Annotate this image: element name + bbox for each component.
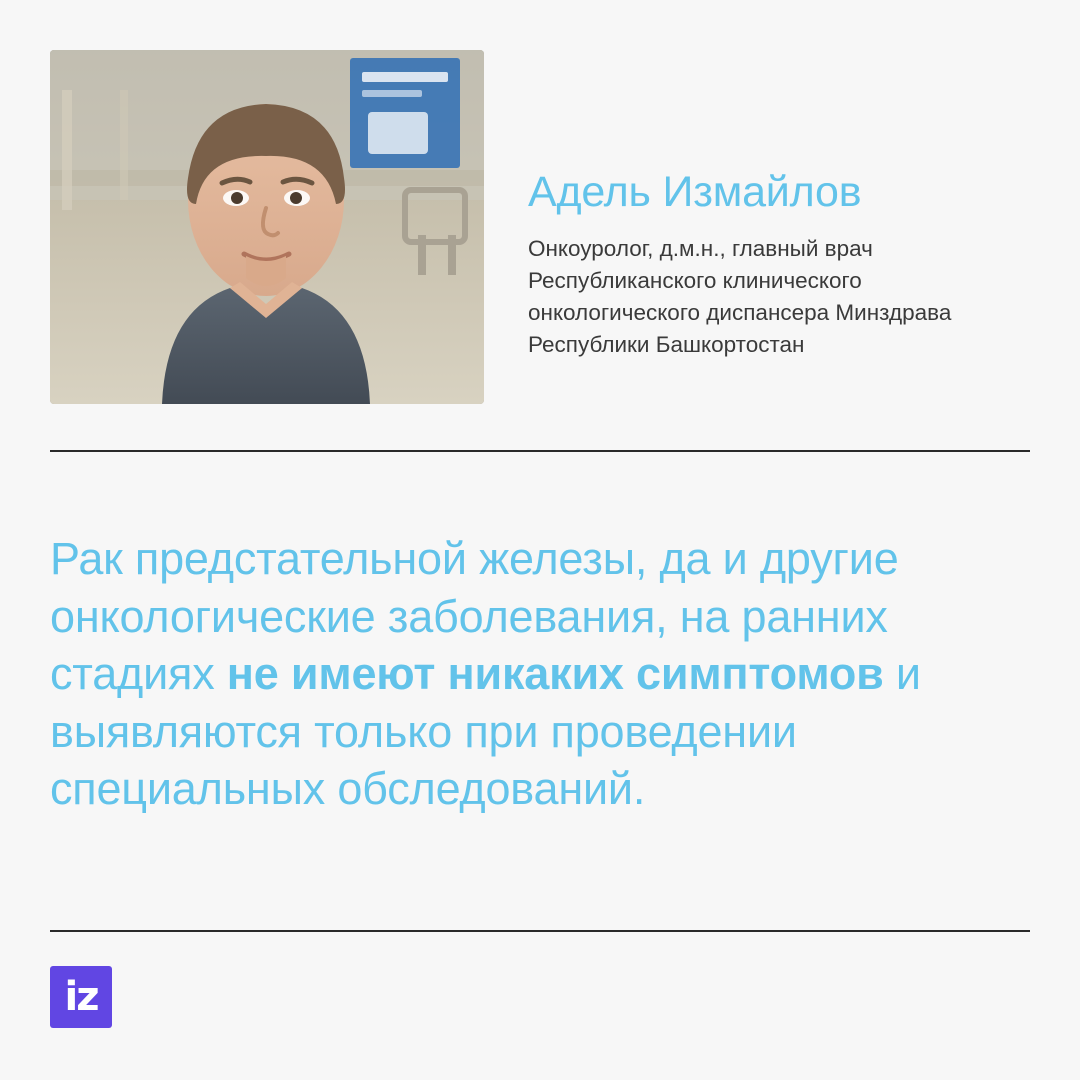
card-footer [50,966,112,1028]
person-title: Онкоуролог, д.м.н., главный врач Республиканского клинического онкологического диспансера Минздрава Республики Башкортостан [528,236,952,357]
iz-logo[interactable]: iz [50,966,112,1028]
quote-part-2: и выявляются только при проведении специальных обследований. [50,648,921,815]
person-name: Адель Измайлов [528,168,862,216]
quote-emphasis: не имеют никаких симптомов [226,648,884,700]
quote-part-1: Рак предстательной железы, да и другие онкологические заболевания, на ранних стадиях [50,533,899,700]
spacer [0,818,1080,930]
portrait-photo [50,50,484,404]
divider-bottom [50,930,1030,932]
person-info [528,50,1030,361]
card-header [0,0,1080,404]
quote-text [0,452,1080,818]
